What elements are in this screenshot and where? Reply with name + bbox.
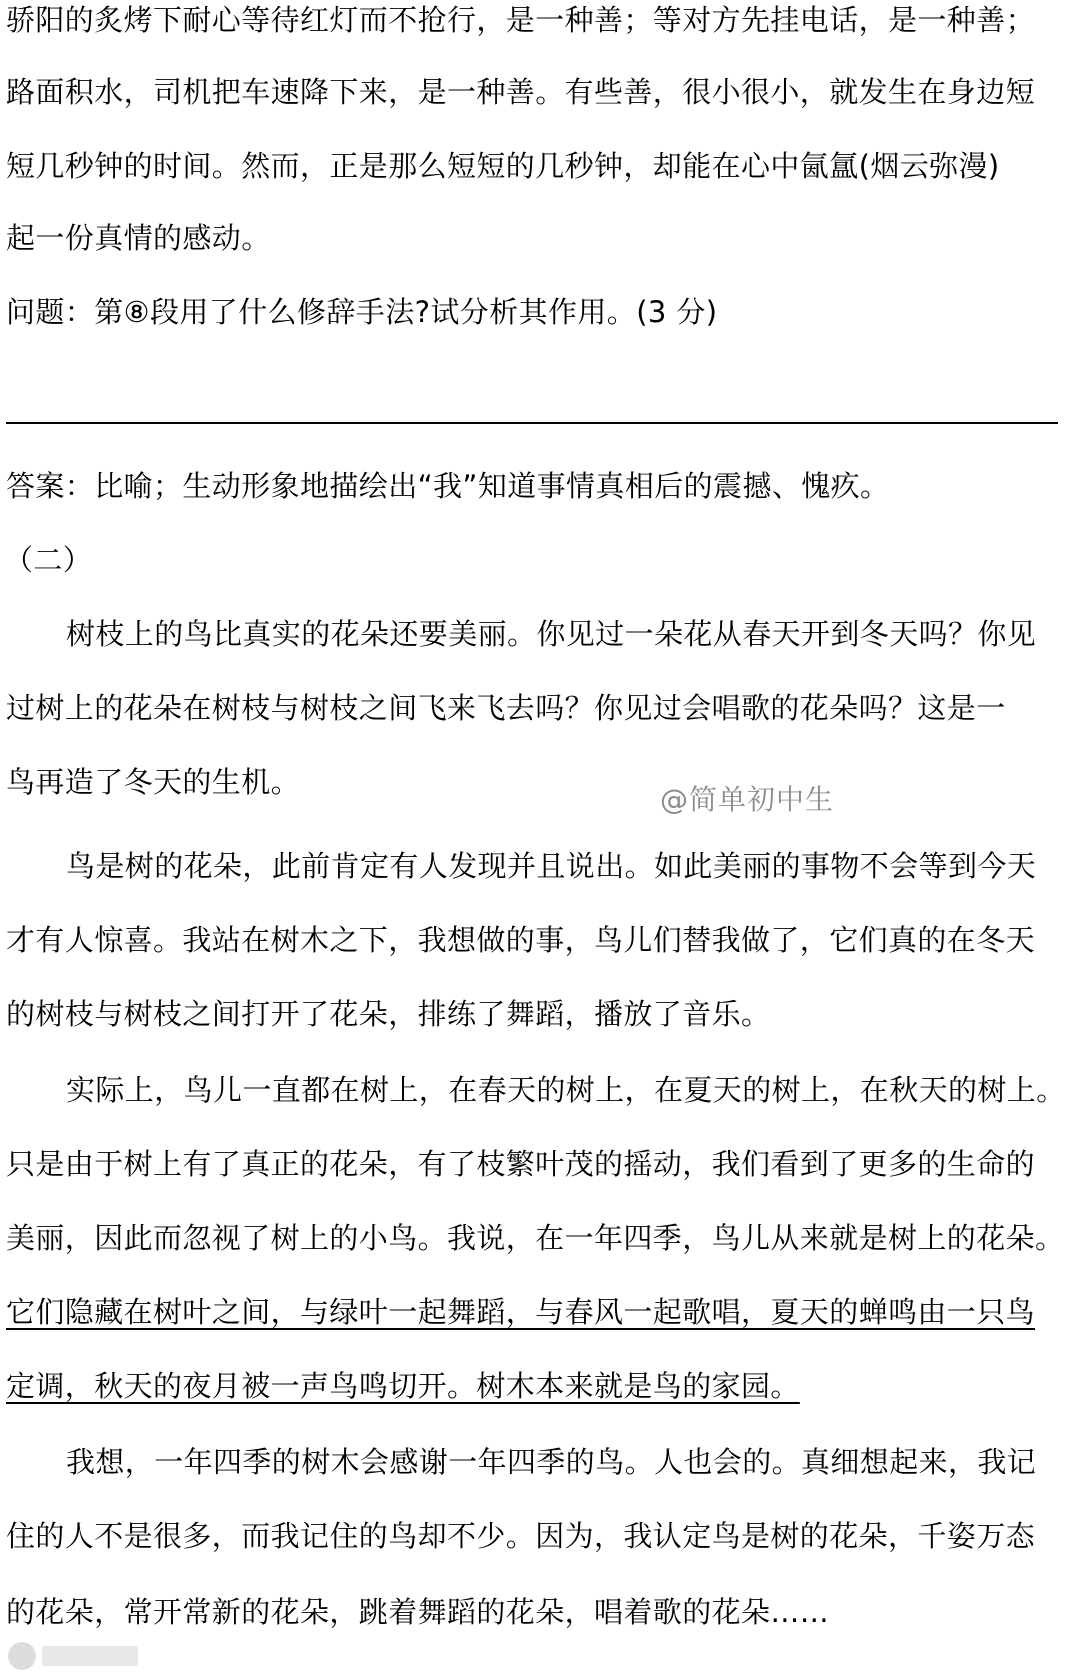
watermark-text: @简单初中生 (660, 783, 835, 816)
paragraph-line: 住的人不是很多，而我记住的鸟却不少。因为，我认定鸟是树的花朵，千姿万态 (6, 1519, 1036, 1553)
paragraph-line: 鸟是树的花朵，此前肯定有人发现并且说出。如此美丽的事物不会等到今天 (66, 849, 1037, 883)
passage-line: 起一份真情的感动。 (6, 221, 271, 255)
paragraph-line: 实际上，鸟儿一直都在树上，在春天的树上，在夏天的树上，在秋天的树上。 (66, 1073, 1066, 1107)
answer-blank-line (6, 422, 1058, 424)
watermark-logo (0, 1630, 150, 1676)
section-heading: （二） (4, 543, 93, 577)
passage-line: 路面积水，司机把车速降下来，是一种善。有些善，很小很小，就发生在身边短 (6, 75, 1036, 109)
paragraph-line: 的花朵，常开常新的花朵，跳着舞蹈的花朵，唱着歌的花朵…… (6, 1595, 830, 1629)
paragraph-line: 才有人惊喜。我站在树木之下，我想做的事，鸟儿们替我做了，它们真的在冬天 (6, 923, 1036, 957)
passage-line: 短几秒钟的时间。然而，正是那么短短的几秒钟，却能在心中氤氲(烟云弥漫) (6, 149, 1000, 183)
underlined-text: 定调，秋天的夜月被一声鸟鸣切开。树木本来就是鸟的家园。 (6, 1369, 800, 1403)
paragraph-line: 美丽，因此而忽视了树上的小鸟。我说，在一年四季，鸟儿从来就是树上的花朵。 (6, 1221, 1065, 1255)
underlined-line (6, 1366, 1060, 1406)
underlined-text: 它们隐藏在树叶之间，与绿叶一起舞蹈，与春风一起歌唱，夏天的蝉鸣由一只鸟 (6, 1295, 1036, 1329)
paragraph-line: 只是由于树上有了真正的花朵，有了枝繁叶茂的摇动，我们看到了更多的生命的 (6, 1147, 1036, 1181)
passage-line: 骄阳的炙烤下耐心等待红灯而不抢行，是一种善；等对方先挂电话，是一种善； (6, 3, 1036, 37)
paragraph-line: 的树枝与树枝之间打开了花朵，排练了舞蹈，播放了音乐。 (6, 997, 771, 1031)
underlined-line (6, 1292, 1060, 1332)
answer-text: 答案：比喻；生动形象地描绘出“我”知道事情真相后的震撼、愧疚。 (6, 469, 890, 503)
paragraph-line: 我想，一年四季的树木会感谢一年四季的鸟。人也会的。真细想起来，我记 (66, 1445, 1037, 1479)
question-text: 问题：第⑧段用了什么修辞手法?试分析其作用。(3 分) (6, 295, 718, 329)
paragraph-line: 树枝上的鸟比真实的花朵还要美丽。你见过一朵花从春天开到冬天吗？你见 (66, 617, 1037, 651)
paragraph-line: 鸟再造了冬天的生机。 (6, 765, 301, 799)
paragraph-line: 过树上的花朵在树枝与树枝之间飞来飞去吗？你见过会唱歌的花朵吗？这是一 (6, 691, 1006, 725)
